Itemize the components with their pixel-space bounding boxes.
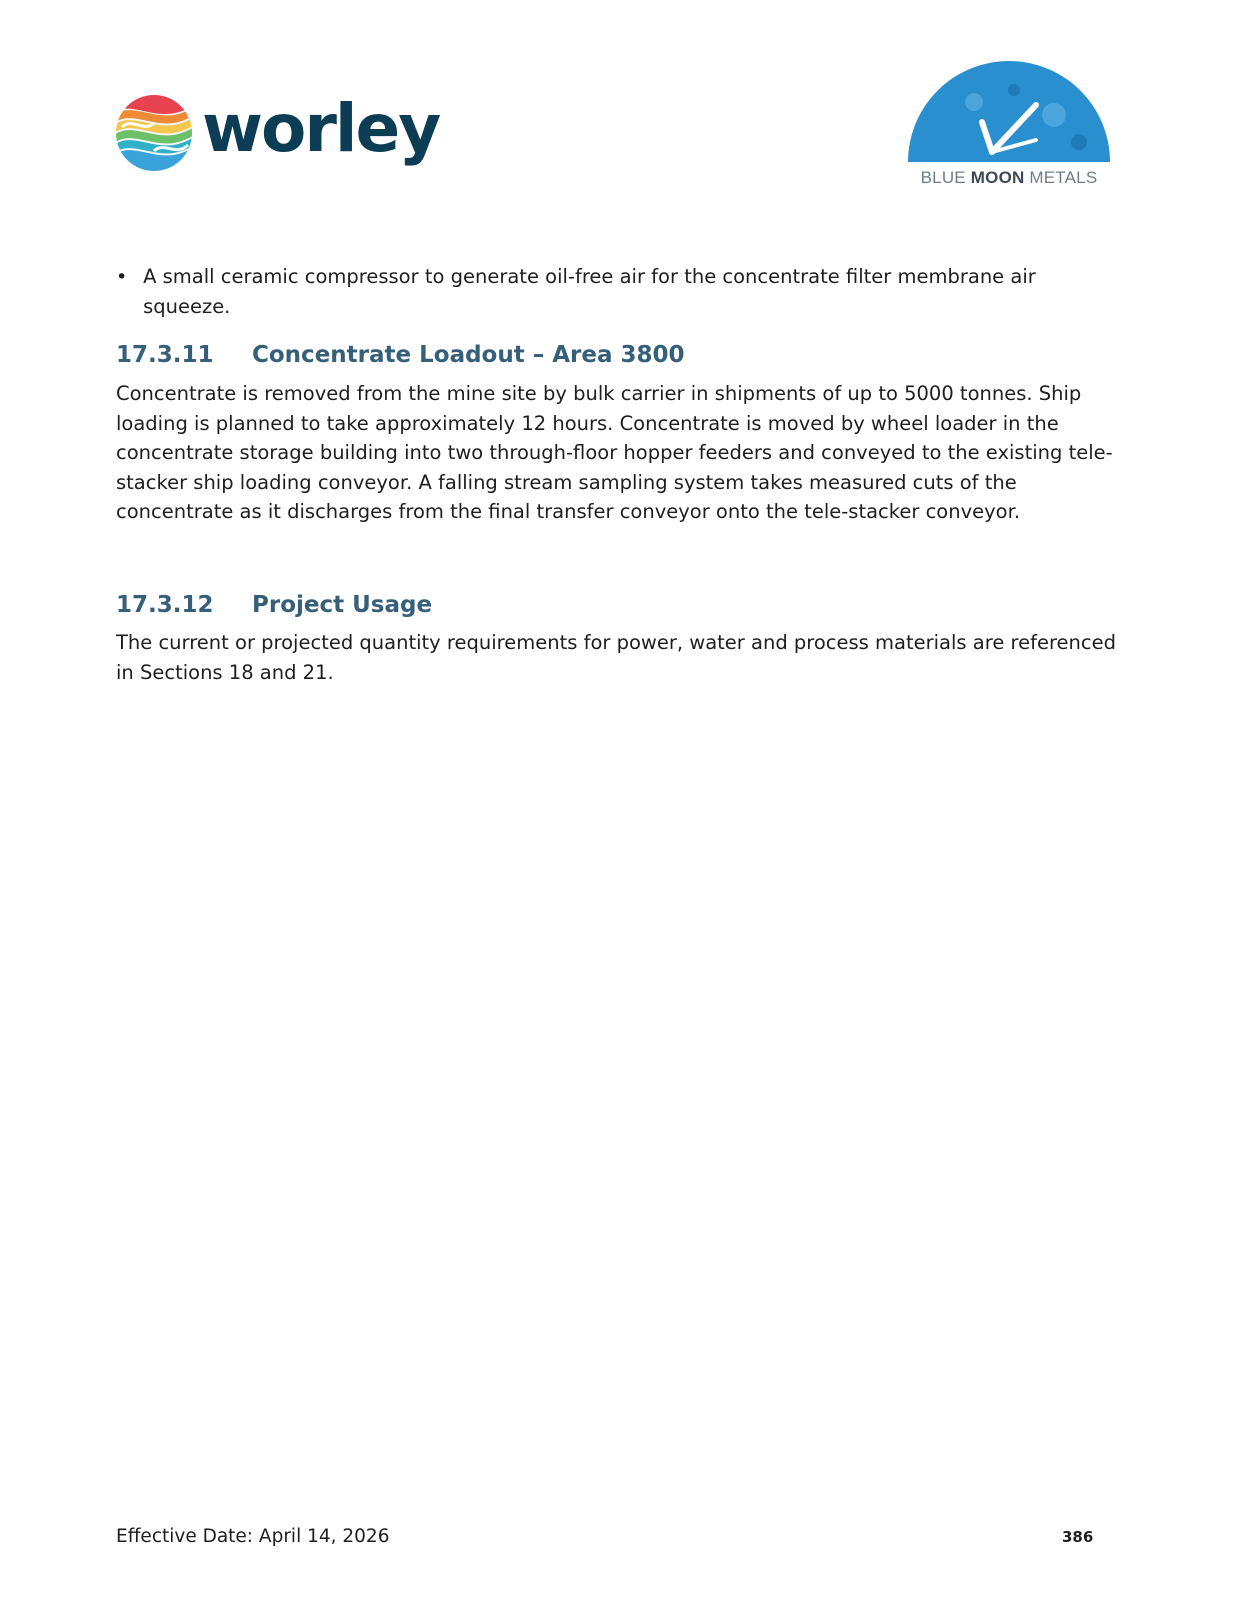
blue-moon-metals-wordmark: BLUE MOON METALS	[920, 168, 1098, 187]
moon-icon	[904, 60, 1114, 165]
bullet-list-item	[116, 262, 1096, 322]
section-body-concentrate-loadout: Concentrate is removed from the mine site by bulk carrier in shipments of up to 5000 tonnes. Ship loading is planned to take approximately 12 hours. Concentrate is moved by wheel loader in the concentrate storage building into two through-floor hopper feeders and conveyed to the existing tele-stacker ship loading conveyor. A falling stream sampling system takes measured cuts of the concentrate as it discharges from the final transfer conveyor onto the tele-stacker conveyor.	[116, 382, 1113, 523]
blue-moon-metals-logo	[904, 60, 1114, 195]
section-heading-project-usage	[116, 592, 432, 618]
section-number: 17.3.12	[116, 592, 214, 618]
section-number: 17.3.11	[116, 342, 214, 368]
footer-effective-date: Effective Date: April 14, 2026	[116, 1526, 390, 1547]
worley-logo	[114, 92, 439, 174]
footer-page-number: 386	[1062, 1528, 1094, 1546]
bullet-text: A small ceramic compressor to generate oil-free air for the concentrate filter membrane air squeeze.	[143, 265, 1036, 318]
section-heading-concentrate-loadout	[116, 342, 685, 368]
worley-globe-icon	[114, 93, 194, 173]
section-title: Project Usage	[252, 592, 433, 618]
section-title: Concentrate Loadout – Area 3800	[252, 342, 685, 368]
worley-wordmark: worley	[202, 90, 440, 167]
bullet-dot-icon: •	[116, 266, 128, 288]
section-body-project-usage: The current or projected quantity requirements for power, water and process materials are referenced in Sections 18 and 21.	[116, 631, 1117, 684]
